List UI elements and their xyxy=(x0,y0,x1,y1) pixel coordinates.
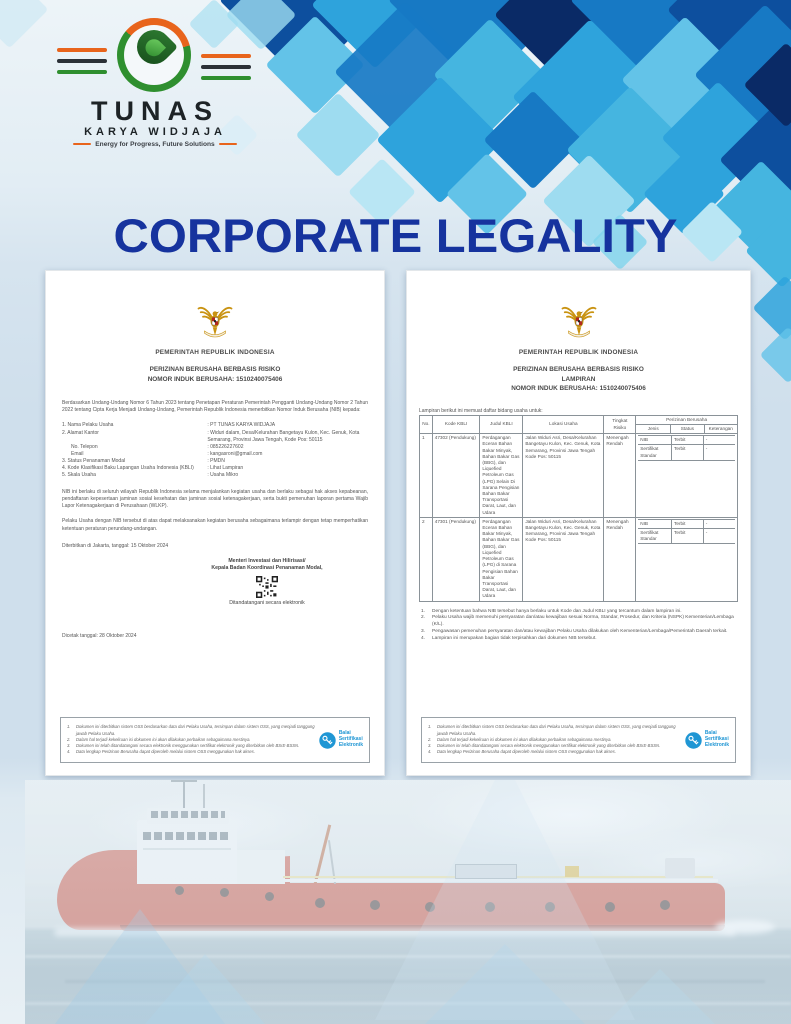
lampiran-label: LAMPIRAN xyxy=(561,375,596,383)
col-no: No. xyxy=(420,415,433,433)
footer-note xyxy=(428,724,681,737)
logo-bars-right xyxy=(201,54,251,80)
note-text: Dokumen ini diterbitkan sistem OSS berdasarkan data dari Pelaku Usaha, tersimpan dalam sistem OSS, yang menjadi tanggung jawab Pelaku Usaha. xyxy=(76,724,315,736)
field-label: 3. Status Penanaman Modal xyxy=(62,457,126,464)
note-text: Pelaku Usaha wajib memenuhi persyaratan dan/atau kewajiban sesuai Norma, Standar, Prosedur, dan Kriteria (NSPK) Kementerian/Lembaga (K/L). xyxy=(432,615,734,628)
note-number: 2. xyxy=(421,615,426,621)
note-number: 4. xyxy=(421,636,426,642)
note-number: 4. xyxy=(67,749,71,755)
signature-block xyxy=(178,558,355,608)
note-text: Pengawasan pemenuhan persyaratan dan/atau kewajiban Pelaku Usaha dilakukan oleh Kementerian/Lembaga/Pemerintah Daerah terkait. xyxy=(432,629,728,635)
permit-row xyxy=(638,529,735,544)
field-value: : Usaha Mikro xyxy=(207,472,239,479)
nib-field-row xyxy=(62,444,368,451)
lampiran-intro: Lampiran berikut ini memuat daftar bidang usaha untuk: xyxy=(419,407,543,414)
permit-row xyxy=(638,436,735,445)
field-label: 5. Skala Usaha xyxy=(62,472,96,479)
kbli-table xyxy=(419,415,738,602)
printed-date: Dicetak tanggal: 28 Oktober 2024 xyxy=(62,633,137,640)
permit-status: Terbit xyxy=(672,519,704,528)
garuda-emblem-icon xyxy=(197,301,233,343)
cell-no: 2 xyxy=(420,517,433,601)
table-row xyxy=(420,517,738,601)
logo-bars-left xyxy=(57,48,107,74)
permit-keterangan: - xyxy=(703,445,735,460)
logo-tagline: Energy for Progress, Future Solutions xyxy=(55,141,255,148)
doc-heading: PERIZINAN BERUSAHA BERBASIS RISIKO xyxy=(149,366,281,373)
col-kode: Kode KBLI xyxy=(432,415,480,433)
note-number: 1. xyxy=(421,608,426,614)
nib-field-row xyxy=(62,430,368,444)
nib-field-row xyxy=(62,422,368,429)
note-text: Data lengkap Perizinan Berusaha dapat diperoleh melalui sistem OSS menggunakan hak akses. xyxy=(76,749,256,755)
lampiran-note xyxy=(419,615,738,629)
cell-kode: 47302 (Pendukung) xyxy=(432,434,480,518)
permit-status: Terbit xyxy=(672,529,704,544)
bsre-logo xyxy=(685,731,729,748)
permit-keterangan: - xyxy=(703,436,735,445)
col-perizinan-group: Perizinan Berusaha xyxy=(636,415,738,424)
lampiran-notes xyxy=(419,609,738,644)
gov-header: PEMERINTAH REPUBLIK INDONESIA xyxy=(155,349,275,356)
note-text: Dalam hal terjadi kekeliruan isi dokumen ini akan dilakukan perbaikan sebagaimana mestinya. xyxy=(76,736,251,742)
footer-notes xyxy=(428,724,681,755)
permit-jenis: Sertifikat Standar xyxy=(638,445,671,460)
note-number: 1. xyxy=(67,724,71,730)
field-value: : 085226227602 xyxy=(207,443,244,450)
bsre-logo xyxy=(319,731,363,748)
nib-field-row xyxy=(62,458,368,465)
nib-number: NOMOR INDUK BERUSAHA: 1510240075406 xyxy=(147,375,283,383)
permit-row xyxy=(638,519,735,528)
permit-jenis: NIB xyxy=(638,519,671,528)
bsre-key-icon xyxy=(319,732,336,749)
col-judul: Judul KBLI xyxy=(480,415,523,433)
cell-risiko: Menengah Rendah xyxy=(604,517,636,601)
nib-number: NOMOR INDUK BERUSAHA: 1510240075406 xyxy=(511,385,646,393)
cell-lokasi: Jalan Widuri Asri, Desa/Kelurahan Bangetayu Kulon, Kec. Genuk, Kota Semarang, Provinsi Jawa Tengah Kode Pos: 50115 xyxy=(523,434,604,518)
ship-illustration xyxy=(25,780,791,1024)
company-logo xyxy=(55,14,255,164)
intro-paragraph: Berdasarkan Undang-Undang Nomor 6 Tahun 2023 tentang Penetapan Peraturan Pemerintah Pengganti Undang-Undang Nomor 2 Tahun 2022 tentang Cipta Kerja Menjadi Undang-Undang, Pemerintah Republik Indonesia menerbitkan Nomor Induk Berusaha (NIB) kepada: xyxy=(62,400,368,414)
bsre-text: Balai xyxy=(338,730,351,737)
para-validity: NIB ini berlaku di seluruh wilayah Republik Indonesia selama menjalankan kegiatan usaha dan berlaku sebagai hak akses kepabeanan, pendaftaran kepesertaan jaminan sosial kesehatan dan jaminan sosial ketenagakerjaan, serta bukti pemenuhan laporan pertama Wajib Lapor Ketenagakerjaan di Perusahaan (WLKP). xyxy=(62,489,368,510)
cell-perizinan xyxy=(636,517,738,601)
permit-status: Terbit xyxy=(672,436,704,445)
logo-drop-icon xyxy=(117,18,191,92)
bsre-text: Sertifikasi xyxy=(704,736,729,743)
bsre-key-icon xyxy=(685,732,702,749)
note-number: 2. xyxy=(67,736,71,742)
field-value: : Lihat Lampiran xyxy=(207,464,244,471)
field-value: : PT TUNAS KARYA WIDJAJA xyxy=(207,422,276,429)
permit-subtable xyxy=(638,435,735,461)
lampiran-note xyxy=(419,636,738,643)
note-number: 1. xyxy=(428,724,432,730)
field-label: 1. Nama Pelaku Usaha xyxy=(62,422,114,429)
col-keterangan: Keterangan xyxy=(704,425,737,434)
field-value: : Widuri dalam, Desa/Kelurahan Bangetayu Kulon, Kec. Genuk, Kota Semarang, Provinsi Jawa Tengah, Kode Pos: 50115 xyxy=(207,429,360,443)
footer-note xyxy=(67,749,315,755)
cell-judul: Perdagangan Eceran Bahan Bakar Minyak, Bahan Bakar Gas (BBG), dan Liquefied Petroleum Gas (LPG) di Sarana Pengisian Bahan Bakar Transportasi Darat, Laut, dan Udara xyxy=(480,517,523,601)
cell-risiko: Menengah Rendah xyxy=(604,434,636,518)
qr-code xyxy=(256,576,278,598)
cell-kode: 47301 (Pendukung) xyxy=(432,517,480,601)
permit-status: Terbit xyxy=(672,445,704,460)
page-title: CORPORATE LEGALITY xyxy=(113,209,678,262)
nib-lampiran-document xyxy=(406,270,751,776)
logo-name: TUNAS xyxy=(91,96,219,126)
nib-field-row xyxy=(62,465,368,472)
cell-perizinan xyxy=(636,434,738,518)
logo-subname: KARYA WIDJAJA xyxy=(84,126,226,138)
note-text: Dokumen ini diterbitkan sistem OSS berdasarkan data dari Pelaku Usaha, tersimpan dalam sistem OSS, yang menjadi tanggung jawab Pelaku Usaha. xyxy=(437,724,676,736)
signer-org: Kepala Badan Koordinasi Penanaman Modal, xyxy=(211,565,323,572)
col-lokasi: Lokasi Usaha xyxy=(523,415,604,433)
footer-notes-box xyxy=(421,717,736,763)
permit-row xyxy=(638,445,735,460)
doc-heading: PERIZINAN BERUSAHA BERBASIS RISIKO xyxy=(513,366,644,373)
note-number: 4. xyxy=(428,749,432,755)
bsre-text: Elektronik xyxy=(704,741,729,748)
note-number: 3. xyxy=(67,743,71,749)
cell-no: 1 xyxy=(420,434,433,518)
col-risiko: Tingkat Risiko xyxy=(604,415,636,433)
gov-header: PEMERINTAH REPUBLIK INDONESIA xyxy=(518,349,639,356)
garuda-emblem-icon xyxy=(561,301,597,343)
bsre-text: Sertifikasi xyxy=(338,736,363,743)
col-status: Status xyxy=(671,425,704,434)
field-value: : PMDN xyxy=(207,457,225,464)
note-number: 3. xyxy=(428,743,432,749)
note-text: Dokumen ini telah ditandatangani secara elektronik menggunakan sertifikat elektronik yang diterbitkan oleh BSrE-BSSN. xyxy=(76,743,300,749)
nib-fields xyxy=(62,422,368,479)
note-number: 3. xyxy=(421,629,426,635)
footer-note xyxy=(428,749,681,755)
note-text: Lampiran ini merupakan bagian tidak terpisahkan dari dokumen NIB tersebut. xyxy=(432,636,597,642)
cell-judul: Perdagangan Eceran Bahan Bakar Minyak, Bahan Bakar Gas (BBG), dan Liquefied Petroleum Gas (LPG) Selain Di Sarana Pengisian Bahan Bakar Transportasi Darat, Laut, dan Udara xyxy=(480,434,523,518)
nib-field-row xyxy=(62,472,368,479)
para-obligation: Pelaku Usaha dengan NIB tersebut di atas dapat melaksanakan kegiatan berusaha sebagaimana terlampir dengan tetap memperhatikan ketentuan peraturan perundang-undangan. xyxy=(62,518,368,532)
note-text: Dalam hal terjadi kekeliruan isi dokumen ini akan dilakukan perbaikan sebagaimana mestinya. xyxy=(437,736,612,742)
permit-keterangan: - xyxy=(703,529,735,544)
footer-note xyxy=(67,724,315,737)
nib-field-row xyxy=(62,451,368,458)
field-value: : kangasroni@gmail.com xyxy=(207,450,263,457)
permit-keterangan: - xyxy=(703,519,735,528)
field-label: Email xyxy=(71,450,84,457)
note-number: 2. xyxy=(428,736,432,742)
permit-subtable xyxy=(638,519,735,545)
signer-title: Menteri Investasi dan Hilirisasi/ xyxy=(228,557,306,564)
permit-jenis: Sertifikat Standar xyxy=(638,529,671,544)
footer-notes xyxy=(67,724,315,755)
field-label: No. Telepon xyxy=(71,443,98,450)
bsre-text: Elektronik xyxy=(338,741,363,748)
bsre-text: Balai xyxy=(704,730,717,737)
table-row xyxy=(420,434,738,518)
signed-electronically: Ditandatangani secara elektronik xyxy=(229,599,305,606)
field-label: 4. Kode Klasifikasi Baku Lapangan Usaha Indonesia (KBLI) xyxy=(62,464,194,471)
note-text: Dokumen ini telah ditandatangani secara elektronik menggunakan sertifikat elektronik yang diterbitkan oleh BSrE-BSSN. xyxy=(437,743,661,749)
note-text: Data lengkap Perizinan Berusaha dapat diperoleh melalui sistem OSS menggunakan hak akses. xyxy=(437,749,617,755)
footer-notes-box xyxy=(60,717,370,763)
issued-line: Diterbitkan di Jakarta, tanggal: 15 Oktober 2024 xyxy=(62,542,169,549)
note-text: Dengan ketentuan bahwa NIB tersebut hanya berlaku untuk Kode dan Judul KBLI yang tercantum dalam lampiran ini. xyxy=(432,608,682,614)
col-jenis: Jenis xyxy=(636,425,671,434)
cell-lokasi: Jalan Widuri Asri, Desa/Kelurahan Bangetayu Kulon, Kec. Genuk, Kota Semarang, Provinsi Jawa Tengah Kode Pos: 50115 xyxy=(523,517,604,601)
nib-document xyxy=(45,270,385,776)
field-label: 2. Alamat Kantor xyxy=(62,429,99,436)
permit-jenis: NIB xyxy=(638,436,671,445)
